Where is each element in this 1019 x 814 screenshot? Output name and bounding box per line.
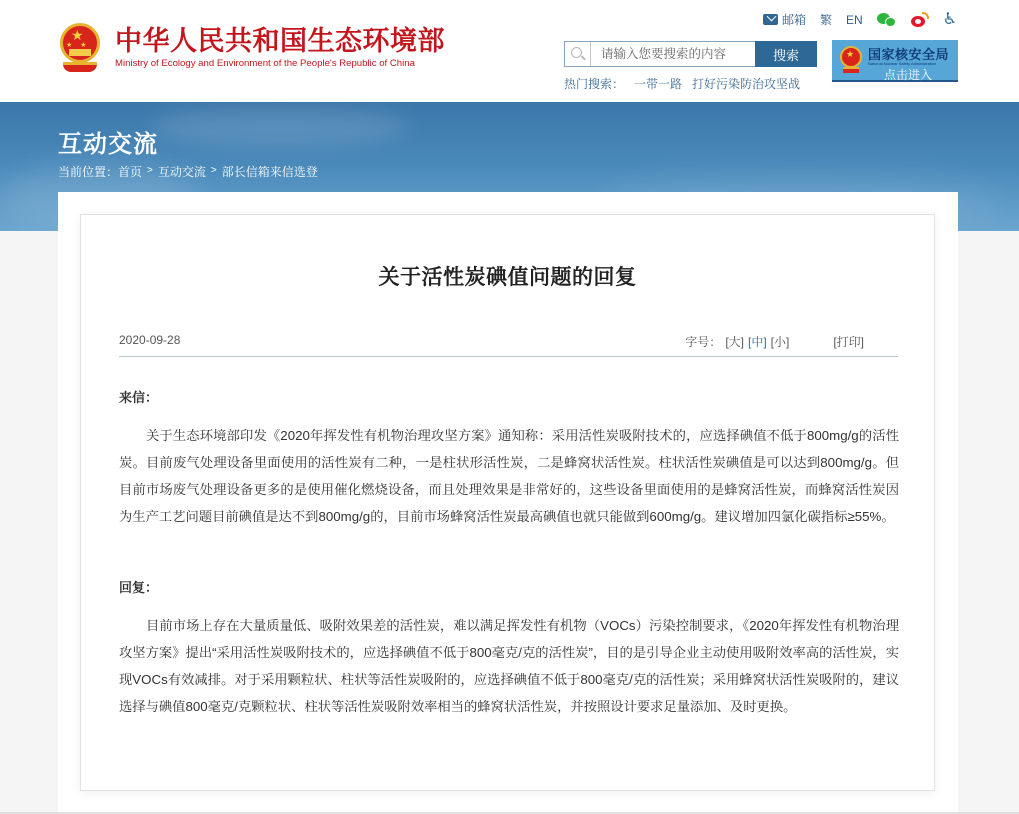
breadcrumb-label: 当前位置： <box>58 165 119 179</box>
font-size-label: 字号： <box>685 335 722 349</box>
logo-title-cn: 中华人民共和国生态环境部 <box>115 26 445 56</box>
section-title: 互动交流 <box>58 131 158 158</box>
search-box <box>564 41 755 67</box>
font-size-large[interactable]: [大] <box>725 335 744 349</box>
breadcrumb-interaction[interactable]: 互动交流 <box>157 165 206 179</box>
letter-body: 关于生态环境部印发《2020年挥发性有机物治理攻坚方案》通知称：采用活性炭吸附技术的，应选择碘值不低于800mg/g的活性炭。目前废气处理设备里面使用的活性炭有二种，一是柱状形活性炭，二是蜂窝状活性炭。柱状活性炭碘值是可以达到800mg/g。但目前市场废气处理设备更多的是使用催化燃烧设备，而且处理效果是非常好的，这些设备里面使用的是蜂窝活性炭，而蜂窝活性炭因为生产工艺问题目前碘值是达不到800mg/g的，目前市场蜂窝活性炭最高碘值也就只能做到600mg/g。建议增加四氯化碳指标≥55%。 <box>119 428 899 524</box>
font-size-medium[interactable]: [中] <box>747 335 767 349</box>
site-header <box>0 0 1019 102</box>
nnsa-banner-link[interactable] <box>832 40 958 82</box>
reply-label: 回复： <box>119 580 159 595</box>
content-wrapper <box>58 192 958 814</box>
accessibility-icon[interactable]: ♿ <box>942 10 958 28</box>
hot-search-label: 热门搜索： <box>564 77 625 91</box>
nnsa-title: 国家核安全局 <box>868 47 950 62</box>
search-icon <box>569 42 591 66</box>
nnsa-enter-label: 点击进入 <box>884 68 933 82</box>
breadcrumb-home[interactable]: 首页 <box>118 165 143 179</box>
site-logo[interactable] <box>57 22 445 74</box>
mail-icon <box>763 14 778 25</box>
breadcrumb-mailbox[interactable]: 部长信箱来信选登 <box>221 165 318 179</box>
logo-title-en: Ministry of Ecology and Environment of the People's Republic of China <box>115 58 415 69</box>
breadcrumb-separator: > <box>147 165 153 176</box>
hot-search-item[interactable]: 一带一路 <box>634 77 683 91</box>
article-title: 关于活性炭碘值问题的回复 <box>378 266 637 289</box>
letter-label: 来信： <box>119 390 159 405</box>
breadcrumb-separator: > <box>210 165 217 176</box>
nnsa-emblem-icon <box>840 46 862 68</box>
search-bar <box>564 41 817 67</box>
reply-body: 目前市场上存在大量质量低、吸附效果差的活性炭，难以满足挥发性有机物（VOCs）污染控制要求，《2020年挥发性有机物治理攻坚方案》提出“采用活性炭吸附技术的，应选择碘值不低于800毫克/克的活性炭”，目的是引导企业主动使用吸附效率高的活性炭，实现VOCs有效减排。对于采用颗粒状、柱状等活性炭吸附的，应选择碘值不低于800毫克/克的活性炭；采用蜂窝状活性炭吸附的，建议选择与碘值800毫克/克颗粒状、柱状等活性炭吸附效率相当的蜂窝状活性炭，并按照设计要求足量添加、及时更换。 <box>119 618 899 714</box>
hot-search-item[interactable]: 打好污染防治攻坚战 <box>692 77 801 91</box>
print-button[interactable]: [打印] <box>833 335 864 349</box>
english-link[interactable]: EN <box>846 12 863 27</box>
top-links <box>763 11 957 28</box>
article-card <box>80 214 935 791</box>
nnsa-subtitle: National Nuclear Safety Administration <box>868 61 937 66</box>
search-button[interactable]: 搜索 <box>755 41 817 67</box>
nnsa-emblem-base <box>843 67 859 73</box>
weibo-icon[interactable] <box>911 12 929 28</box>
breadcrumb <box>58 163 318 180</box>
national-emblem-icon: ★ ★★ <box>57 22 103 74</box>
font-size-small[interactable]: [小] <box>770 335 790 349</box>
traditional-chinese-link[interactable]: 繁 <box>820 13 833 27</box>
wechat-icon[interactable] <box>877 12 897 28</box>
mail-link[interactable] <box>763 11 806 28</box>
article-meta <box>119 333 898 357</box>
article-tools <box>681 333 864 350</box>
publish-date: 2020-09-28 <box>119 333 181 347</box>
mail-label: 邮箱 <box>782 13 807 27</box>
hot-search <box>564 75 810 92</box>
search-input[interactable] <box>601 47 751 61</box>
